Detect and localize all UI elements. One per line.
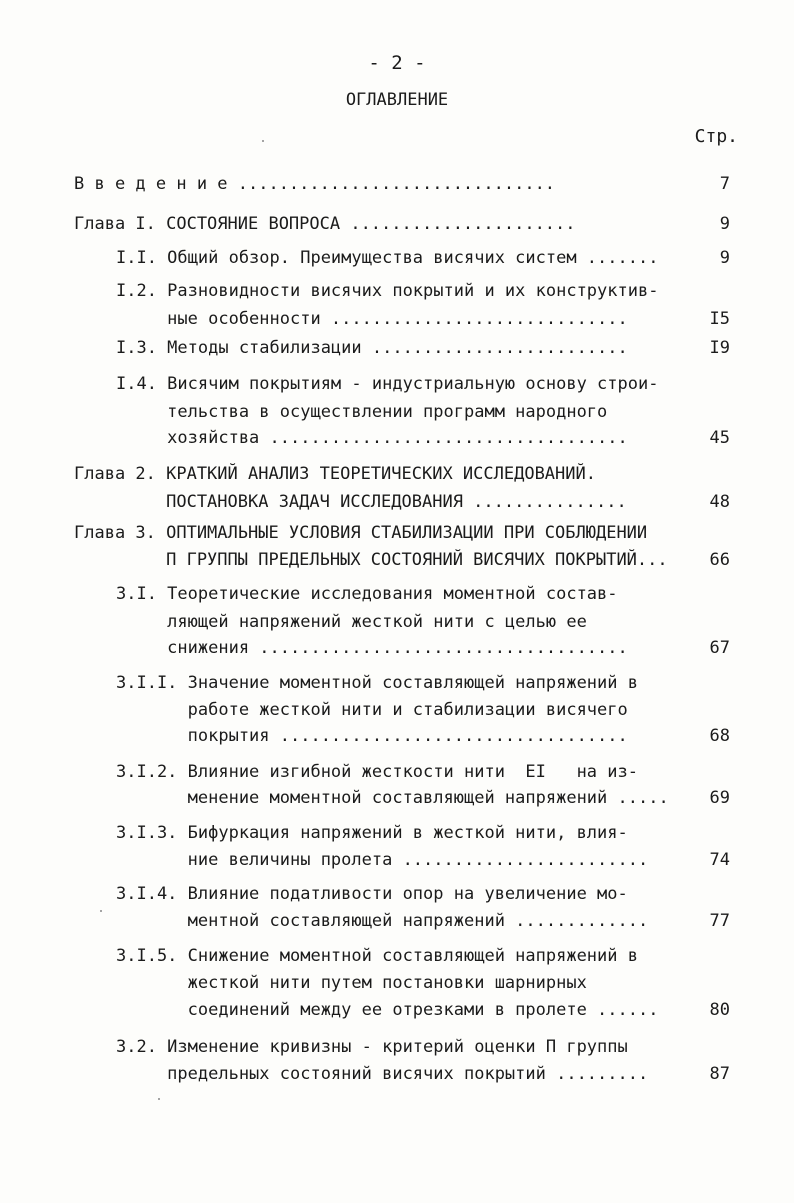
page-column-label: Стр. [694,126,738,147]
toc-entry-line: 3.I. Теоретические исследования моментной состав- [116,584,618,604]
toc-entry-line: 3.I.I. Значение моментной составляющей напряжений в [116,673,638,693]
toc-page-number: I5 [709,309,730,329]
toc-entry-line: работе жесткой нити и стабилизации висячего [116,700,628,720]
toc-entry-line: Глава 3. ОПТИМАЛЬНЫЕ УСЛОВИЯ СТАБИЛИЗАЦИИ ПРИ СОБЛЮДЕНИИ [74,523,648,543]
toc-page-number: 69 [709,788,730,808]
toc-page-number: 7 [719,174,730,194]
toc-entry-line: жесткой нити путем постановки шарнирных [116,973,587,993]
toc-entry-line: снижения .................................... [116,638,638,658]
toc-entry-line: ние величины пролета ........................ [116,850,659,870]
toc-page-number: 9 [719,248,730,268]
toc-entry-line: соединений между ее отрезками в пролете ...... [116,1000,669,1020]
toc-entry-line: менение моментной составляющей напряжений ..... [116,788,679,808]
toc-entry-line: I.2. Разновидности висячих покрытий и их конструктив- [116,281,659,301]
toc-entry-line: 3.I.4. Влияние податливости опор на увеличение мо- [116,884,628,904]
toc-page-number: 68 [709,726,730,746]
toc-entry-line: ПОСТАНОВКА ЗАДАЧ ИССЛЕДОВАНИЯ ............... [74,492,637,512]
toc-entry-line: ляющей напряжений жесткой нити с целью ее [116,612,587,632]
toc-page-number: 9 [719,214,730,234]
page-number: - 2 - [368,52,426,74]
toc-entry-line: тельства в осуществлении программ народного [116,402,608,422]
toc-page-number: 87 [709,1064,730,1084]
toc-entry-line: предельных состояний висячих покрытий ......... [116,1064,659,1084]
toc-entry-line: 3.I.3. Бифуркация напряжений в жесткой нити, влия- [116,823,628,843]
toc-entry-line: Глава I. СОСТОЯНИЕ ВОПРОСА ...................... [74,214,586,234]
scan-speckle [100,910,102,912]
toc-page-number: 45 [709,428,730,448]
toc-entry-line: Глава 2. КРАТКИЙ АНАЛИЗ ТЕОРЕТИЧЕСКИХ ИССЛЕДОВАНИЙ. [74,464,596,484]
scan-speckle [158,1098,160,1100]
toc-page-number: I9 [709,338,730,358]
toc-entry-line: I.3. Методы стабилизации ......................... [116,338,638,358]
toc-page-number: 77 [709,911,730,931]
toc-page-number: 66 [709,550,730,570]
toc-entry-line: покрытия .................................. [116,726,638,746]
toc-entry-line: 3.I.5. Снижение моментной составляющей напряжений в [116,946,638,966]
toc-entry-line: I.4. Висячим покрытиям - индустриальную основу строи- [116,374,659,394]
page-title: ОГЛАВЛЕНИЕ [345,90,449,110]
toc-entry-line: I.I. Общий обзор. Преимущества висячих систем ....... [116,248,669,268]
toc-entry-line: 3.I.2. Влияние изгибной жесткости нити EI на из- [116,762,638,782]
toc-page-number: 48 [709,492,730,512]
toc-entry-line: хозяйства ................................... [116,428,638,448]
toc-entry-line: ментной составляющей напряжений ............. [116,911,659,931]
toc-page-number: 74 [709,850,730,870]
toc-page-number: 67 [709,638,730,658]
toc-page-number: 80 [709,1000,730,1020]
toc-entry-line: В в е д е н и е ............................... [74,174,566,194]
toc-entry-line: 3.2. Изменение кривизны - критерий оценки П группы [116,1037,628,1057]
toc-entry-line: ные особенности ............................. [116,309,638,329]
scan-speckle [262,140,264,142]
toc-entry-line: П ГРУППЫ ПРЕДЕЛЬНЫХ СОСТОЯНИЙ ВИСЯЧИХ ПОКРЫТИЙ... [74,550,678,570]
